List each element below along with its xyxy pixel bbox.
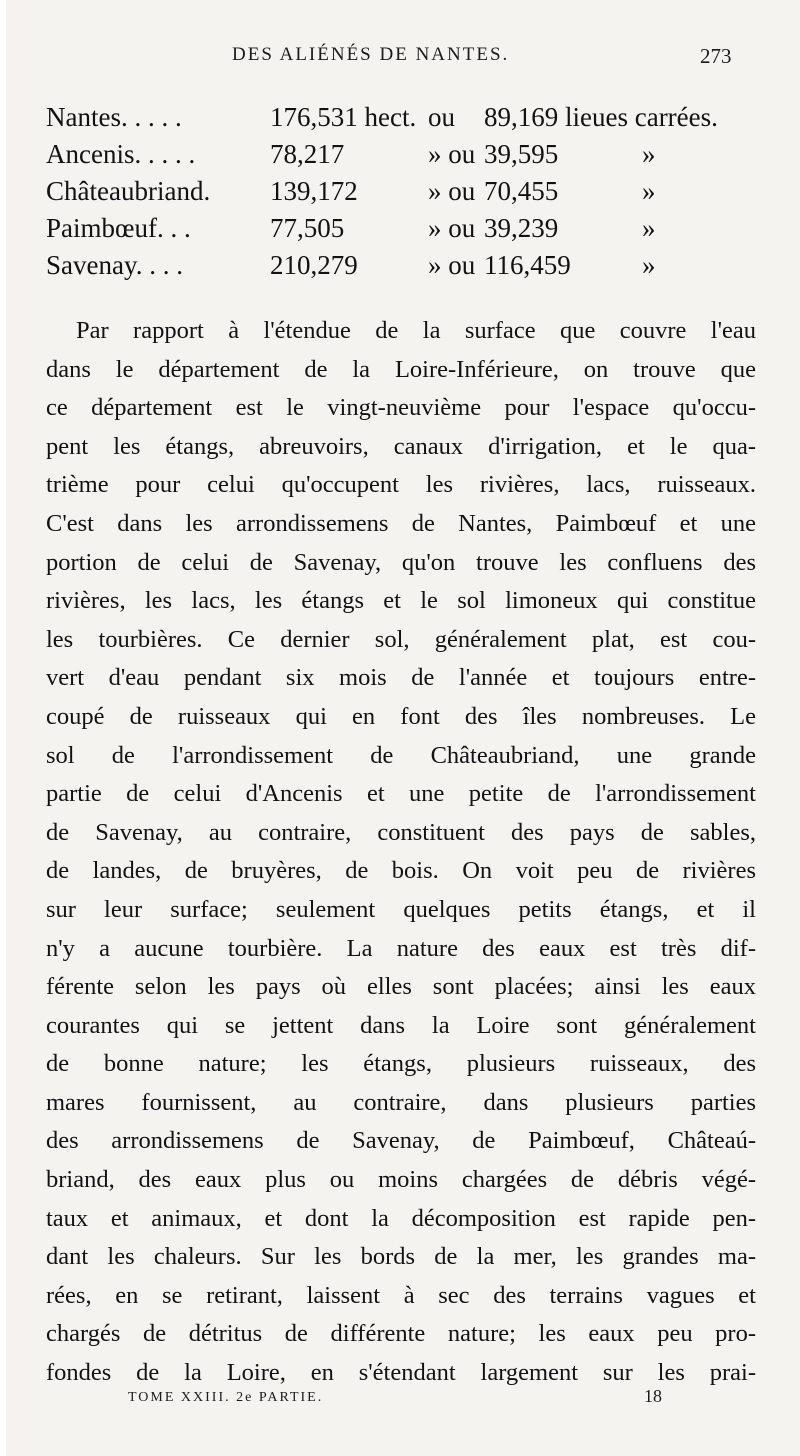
text-line: les tourbières. Ce dernier sol, généralement plat, est cou- [46, 625, 756, 653]
text-line: ce département est le vingt-neuvième pour l'espace qu'occu- [46, 394, 756, 422]
ditto-mark: » [642, 250, 656, 280]
text-line: partie de celui d'Ancenis et une petite de l'arrondissement [46, 780, 756, 808]
text-line: fondes de la Loire, en s'étendant largement sur les prai- [46, 1359, 756, 1387]
text-line: sur leur surface; seulement quelques petits étangs, et il [46, 895, 756, 923]
table-row [46, 176, 756, 213]
text-line: de Savenay, au contraire, constituent des pays de sables, [46, 818, 756, 846]
place-name: Châteaubriand. [46, 176, 211, 206]
text-line: portion de celui de Savenay, qu'on trouve les confluens des [46, 548, 756, 576]
surface-table [46, 102, 756, 287]
text-line: trième pour celui qu'occupent les rivières, lacs, ruisseaux. [46, 471, 756, 499]
area-hectares: 78,217 [270, 139, 345, 169]
conjunction: ou [428, 102, 455, 132]
text-line: vert d'eau pendant six mois de l'année et toujours entre- [46, 664, 756, 692]
text-line: pent les étangs, abreuvoirs, canaux d'irrigation, et le qua- [46, 432, 756, 460]
text-line: dans le département de la Loire-Inférieure, on trouve que [46, 355, 756, 383]
signature-mark: 18 [644, 1386, 662, 1406]
place-name: Nantes. . . . . [46, 102, 182, 132]
place-name: Savenay. . . . [46, 250, 183, 280]
conjunction: » ou [428, 176, 476, 206]
ditto-mark: » [642, 176, 656, 206]
text-line: chargés de détritus de différente nature; les eaux peu pro- [46, 1320, 756, 1348]
conjunction: » ou [428, 139, 476, 169]
area-hectares: 176,531 hect. [270, 102, 417, 132]
text-line: rivières, les lacs, les étangs et le sol limoneux qui constitue [46, 587, 756, 615]
area-hectares: 139,172 [270, 176, 358, 206]
text-line: courantes qui se jettent dans la Loire sont généralement [46, 1011, 756, 1039]
text-line: de bonne nature; les étangs, plusieurs ruisseaux, des [46, 1050, 756, 1078]
area-leagues: 39,595 [484, 139, 559, 169]
text-line: dant les chaleurs. Sur les bords de la mer, les grandes ma- [46, 1243, 756, 1271]
table-row [46, 139, 756, 176]
text-line: des arrondissemens de Savenay, de Paimbœuf, Châteaú- [46, 1127, 756, 1155]
text-line: sol de l'arrondissement de Châteaubriand, une grande [46, 741, 756, 769]
text-line: taux et animaux, et dont la décomposition est rapide pen- [46, 1204, 756, 1232]
area-leagues: 39,239 [484, 213, 559, 243]
ditto-mark: » [642, 139, 656, 169]
page-number: 273 [700, 44, 732, 68]
text-line: mares fournissent, au contraire, dans plusieurs parties [46, 1088, 756, 1116]
text-line: n'y a aucune tourbière. La nature des eaux est très dif- [46, 934, 756, 962]
text-line: rées, en se retirant, laissent à sec des terrains vagues et [46, 1281, 756, 1309]
area-leagues: 89,169 lieues carrées. [484, 102, 718, 132]
table-row [46, 250, 756, 287]
page-edge [0, 0, 6, 1456]
conjunction: » ou [428, 213, 476, 243]
table-row [46, 102, 756, 139]
volume-footer: TOME XXIII. 2e PARTIE. [128, 1390, 324, 1405]
place-name: Paimbœuf. . . [46, 213, 191, 243]
text-line: briand, des eaux plus ou moins chargées de débris végé- [46, 1166, 756, 1194]
area-hectares: 77,505 [270, 213, 345, 243]
text-line: C'est dans les arrondissemens de Nantes, Paimbœuf et une [46, 509, 756, 537]
area-leagues: 70,455 [484, 176, 559, 206]
body-paragraph [46, 312, 756, 1393]
conjunction: » ou [428, 250, 476, 280]
text-line: coupé de ruisseaux qui en font des îles nombreuses. Le [46, 702, 756, 730]
place-name: Ancenis. . . . . [46, 139, 196, 169]
text-line: férente selon les pays où elles sont placées; ainsi les eaux [46, 973, 756, 1001]
text-line: Par rapport à l'étendue de la surface que couvre l'eau [76, 317, 756, 344]
running-title: DES ALIÉNÉS DE NANTES. [232, 44, 510, 65]
ditto-mark: » [642, 213, 656, 243]
area-hectares: 210,279 [270, 250, 358, 280]
text-line: de landes, de bruyères, de bois. On voit peu de rivières [46, 857, 756, 885]
area-leagues: 116,459 [484, 250, 571, 280]
table-row [46, 213, 756, 250]
